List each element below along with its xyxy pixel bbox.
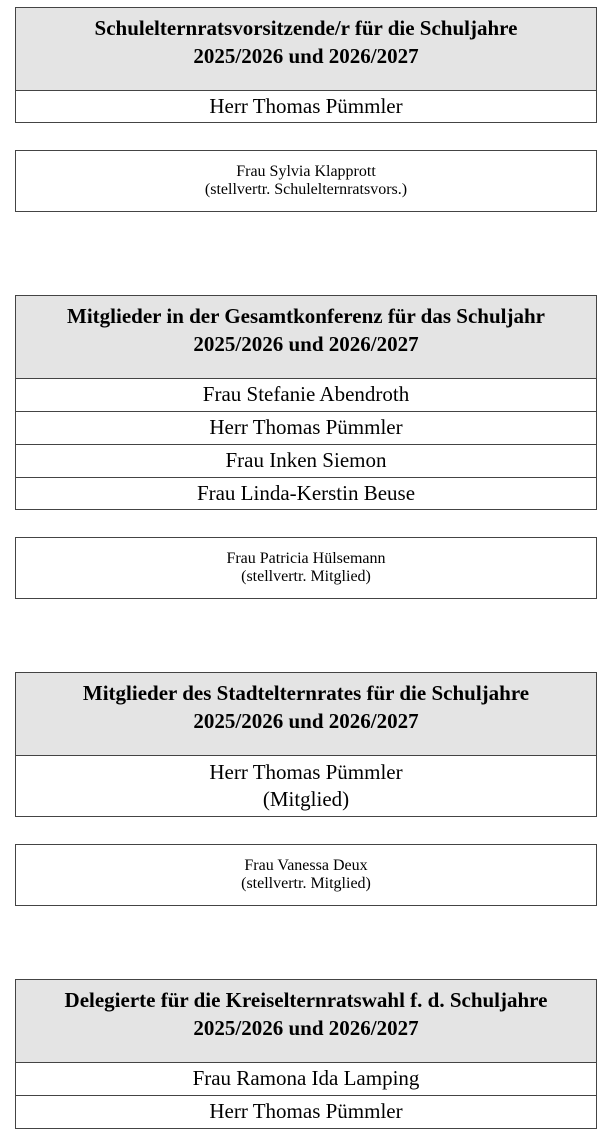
header-line-2: 2025/2026 und 2026/2027 bbox=[193, 332, 419, 356]
table-header bbox=[16, 8, 596, 91]
deputy-box-conference bbox=[15, 537, 597, 599]
deputy-role: (stellvertr. Schulelternratsvors.) bbox=[204, 181, 408, 198]
deputy-name: Frau Vanessa Deux bbox=[244, 857, 368, 874]
table-row: Frau Stefanie Abendroth bbox=[202, 382, 410, 406]
table-header bbox=[16, 296, 596, 379]
table-district-council-delegates bbox=[15, 979, 597, 1129]
deputy-role: (stellvertr. Mitglied) bbox=[241, 568, 371, 585]
header-line-1: Mitglieder des Stadtelternrates für die Schuljahre bbox=[82, 681, 530, 705]
member-role: (Mitglied) bbox=[262, 787, 350, 811]
table-general-conference-members bbox=[15, 295, 597, 510]
table-row: Herr Thomas Pümmler bbox=[16, 1095, 596, 1128]
table-row bbox=[16, 756, 596, 816]
table-row: Frau Linda-Kerstin Beuse bbox=[16, 477, 596, 509]
header-line-1: Mitglieder in der Gesamtkonferenz für das Schuljahr bbox=[67, 304, 545, 328]
table-city-parent-council-members bbox=[15, 672, 597, 817]
header-line-2: 2025/2026 und 2026/2027 bbox=[193, 1016, 419, 1040]
deputy-box-city-council bbox=[15, 844, 597, 906]
header-line-2: 2025/2026 und 2026/2027 bbox=[193, 44, 419, 68]
header-line-1: Delegierte für die Kreiselternratswahl f. d. Schuljahre bbox=[64, 988, 548, 1012]
deputy-box-chair bbox=[15, 150, 597, 212]
table-row: Herr Thomas Pümmler bbox=[209, 94, 403, 118]
table-header bbox=[16, 980, 596, 1063]
table-row: Frau Ramona Ida Lamping bbox=[192, 1066, 420, 1090]
table-header bbox=[16, 673, 596, 756]
deputy-role: (stellvertr. Mitglied) bbox=[241, 875, 371, 892]
table-school-parent-council-chair bbox=[15, 7, 597, 123]
deputy-name: Frau Sylvia Klapprott bbox=[236, 163, 376, 180]
table-row: Herr Thomas Pümmler bbox=[16, 411, 596, 444]
table-row: Frau Inken Siemon bbox=[16, 444, 596, 477]
member-name: Herr Thomas Pümmler bbox=[209, 760, 403, 784]
header-line-1: Schulelternratsvorsitzende/r für die Schuljahre bbox=[94, 16, 518, 40]
header-line-2: 2025/2026 und 2026/2027 bbox=[193, 709, 419, 733]
deputy-name: Frau Patricia Hülsemann bbox=[226, 550, 386, 567]
